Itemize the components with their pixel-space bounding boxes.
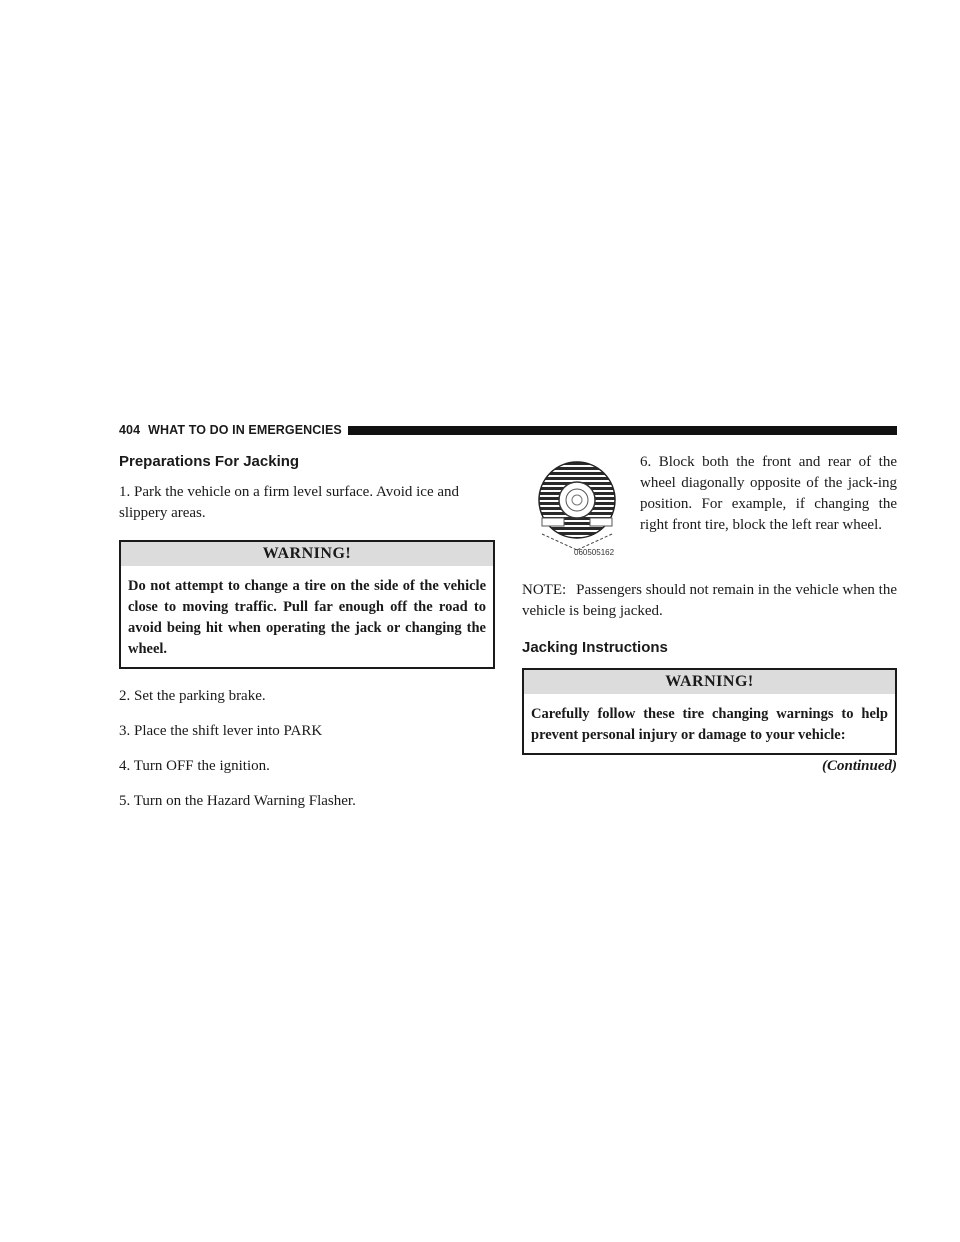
left-column bbox=[119, 452, 495, 826]
step-6-row bbox=[522, 452, 897, 570]
step-4: 4. Turn OFF the ignition. bbox=[119, 758, 270, 774]
step-1: 1. Park the vehicle on a firm level surface. Avoid ice and slippery areas. bbox=[119, 484, 460, 521]
step-2: 2. Set the parking brake. bbox=[119, 688, 266, 704]
warning-box-traffic bbox=[119, 540, 495, 669]
wheel-chock-icon bbox=[522, 452, 632, 562]
step-6: 6. Block both the front and rear of the wheel diagonally opposite of the jack-ing position. For example, if changing the right front tire, block the left rear wheel. bbox=[640, 454, 897, 533]
warning-title: WARNING! bbox=[524, 670, 895, 694]
step-3: 3. Place the shift lever into PARK bbox=[119, 723, 323, 739]
preparations-heading: Preparations For Jacking bbox=[119, 453, 300, 470]
note-text: Passengers should not remain in the vehicle when the vehicle is being jacked. bbox=[522, 582, 897, 619]
section-title: WHAT TO DO IN EMERGENCIES bbox=[148, 423, 342, 437]
warning-body: Carefully follow these tire changing warnings to help prevent personal injury or damage to your vehicle: bbox=[531, 706, 888, 743]
jacking-instructions-heading: Jacking Instructions bbox=[522, 639, 668, 656]
figure-code: 060505162 bbox=[574, 548, 615, 557]
step-5: 5. Turn on the Hazard Warning Flasher. bbox=[119, 793, 356, 809]
warning-title: WARNING! bbox=[121, 542, 493, 566]
note-label: NOTE: bbox=[522, 582, 567, 598]
header-rule bbox=[348, 426, 897, 435]
note bbox=[522, 580, 897, 622]
continued-label: (Continued) bbox=[821, 758, 897, 774]
warning-box-jacking bbox=[522, 668, 897, 755]
warning-body: Do not attempt to change a tire on the side of the vehicle close to moving traffic. Pull far enough off the road to avoid being hit when operating the jack or changing the wheel. bbox=[128, 578, 486, 657]
page-header bbox=[119, 422, 897, 438]
page-number: 404 bbox=[119, 423, 141, 437]
right-column bbox=[522, 452, 897, 776]
